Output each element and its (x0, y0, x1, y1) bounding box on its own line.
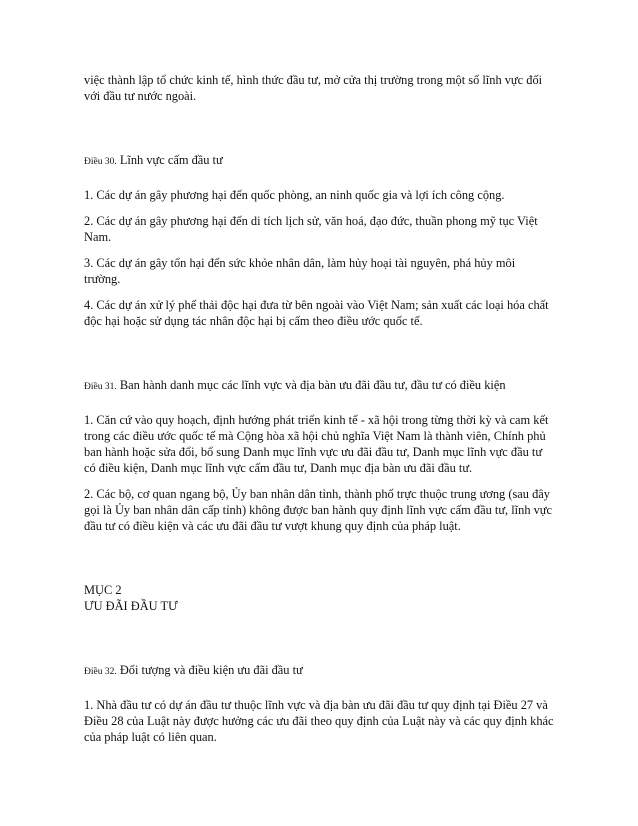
article-31-title: Ban hành danh mục các lĩnh vực và địa bàn ưu đãi đầu tư, đầu tư có điều kiện (119, 378, 506, 392)
article-31-number: Điều 31. (84, 382, 117, 392)
article-31-heading (84, 377, 554, 395)
article-31-clause-2: 2. Các bộ, cơ quan ngang bộ, Ủy ban nhân dân tỉnh, thành phố trực thuộc trung ương (sau đây gọi là Ủy ban nhân dân cấp tỉnh) không được ban hành quy định lĩnh vực cấm đầu tư, lĩnh vực đầu tư có điều kiện và các ưu đãi đầu tư vượt khung quy định của pháp luật. (84, 487, 553, 533)
article-30-clause-4: 4. Các dự án xử lý phế thải độc hại đưa từ bên ngoài vào Việt Nam; sản xuất các loại hóa chất độc hại hoặc sử dụng tác nhân độc hại bị cấm theo điều ước quốc tế. (84, 298, 549, 328)
article-31-clause-1: 1. Căn cứ vào quy hoạch, định hướng phát triển kinh tế - xã hội trong từng thời kỳ và cam kết trong các điều ước quốc tế mà Cộng hòa xã hội chủ nghĩa Việt Nam là thành viên, Chính phủ ban hành hoặc sửa đổi, bổ sung Danh mục lĩnh vực ưu đãi đầu tư, Danh mục lĩnh vực đầu tư có điều kiện, Danh mục lĩnh vực cấm đầu tư, Danh mục địa bàn ưu đãi đầu tư. (84, 413, 549, 475)
article-30-clause-2: 2. Các dự án gây phương hại đến di tích lịch sử, văn hoá, đạo đức, thuần phong mỹ tục Việt Nam. (84, 214, 538, 244)
article-30-clause-3: 3. Các dự án gây tổn hại đến sức khỏe nhân dân, làm hủy hoại tài nguyên, phá hủy môi trường. (84, 256, 516, 286)
article-30-heading (84, 152, 554, 170)
article-30-clause-1: 1. Các dự án gây phương hại đến quốc phòng, an ninh quốc gia và lợi ích công cộng. (84, 188, 505, 202)
document-page (84, 72, 554, 745)
article-32-clause-1: 1. Nhà đầu tư có dự án đầu tư thuộc lĩnh vực và địa bàn ưu đãi đầu tư quy định tại Điều 27 và Điều 28 của Luật này được hưởng các ưu đãi theo quy định của Luật này và các quy định khác của pháp luật có liên quan. (84, 698, 554, 744)
section-2-title: ƯU ĐÃI ĐẦU TƯ (84, 599, 178, 613)
article-30-number: Điều 30. (84, 157, 117, 167)
article-32-number: Điều 32. (84, 667, 117, 677)
section-2-label: MỤC 2 (84, 583, 122, 597)
article-30-title: Lĩnh vực cấm đầu tư (119, 153, 223, 167)
article-32-title: Đối tượng và điều kiện ưu đãi đầu tư (119, 663, 303, 677)
section-2-heading (84, 582, 554, 614)
intro-paragraph: việc thành lập tổ chức kinh tế, hình thức đầu tư, mở cửa thị trường trong một số lĩnh vực đối với đầu tư nước ngoài. (84, 73, 543, 103)
article-32-heading (84, 662, 554, 680)
